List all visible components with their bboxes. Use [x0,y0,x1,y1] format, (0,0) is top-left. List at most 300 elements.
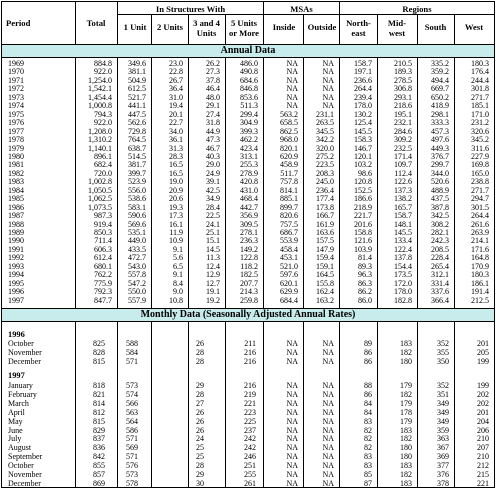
row-month: January [8,381,33,390]
cell-value: 28 [196,389,204,399]
header-3-4-units: 3 and 4 Units [193,18,220,38]
cell-value: 227.9 [471,151,489,161]
cell-value: 606.3 [94,244,112,254]
cell-value: 207.7 [240,278,258,288]
cell-value: 24 [196,434,204,444]
cell-value: 342.2 [316,135,334,145]
cell-value: 794.3 [94,109,112,119]
cell-value: NA [286,67,298,77]
cell-value: 684.4 [280,295,298,305]
row-period: 1979 [8,143,24,153]
row-period: 1972 [8,84,24,94]
cell-value: 17.3 [169,211,183,221]
cell-value: NA [322,84,334,94]
cell-value: 199 [477,356,489,366]
cell-value: 170.9 [471,261,489,271]
cell-value: 376.7 [431,151,449,161]
cell-value: NA [286,59,298,68]
cell-value: 169.8 [471,160,489,170]
row-period: 1992 [8,253,24,263]
cell-value: 120.8 [354,177,372,187]
cell-value: NA [322,59,334,68]
cell-value: NA [322,425,334,435]
cell-value: 564 [126,416,138,426]
cell-value: 504.9 [128,75,146,85]
cell-value: 815 [93,356,105,366]
cell-value: 180.3 [471,270,489,280]
cell-value: 179 [400,398,412,408]
cell-value: 514.5 [128,151,146,161]
cell-value: 98.6 [358,168,372,178]
cell-value: 177.4 [316,194,334,204]
cell-value: NA [286,470,298,479]
cell-value: 19.2 [206,295,220,305]
cell-value: 387.8 [431,202,449,212]
cell-value: 650.2 [431,92,449,102]
cell-value: 1,062.5 [88,194,112,204]
cell-value: 820.6 [280,211,298,221]
table-row [2,340,494,348]
cell-value: NA [322,416,334,426]
row-period: 1988 [8,219,24,229]
cell-value: 10.8 [169,295,183,305]
cell-value: 180 [400,452,412,462]
cell-value: 1,542.1 [88,84,112,94]
cell-value: 458.4 [280,244,298,254]
cell-value: NA [322,92,334,102]
row-period: 1982 [8,168,24,178]
cell-value: 829 [93,425,105,435]
cell-value: 199 [477,381,489,390]
row-month: February [8,389,37,399]
cell-value: 349 [437,407,449,417]
cell-value: 120.1 [354,151,372,161]
cell-value: 20.6 [169,194,183,204]
cell-value: 355 [437,347,449,357]
row-period: 1975 [8,109,24,119]
cell-value: 566 [126,398,138,408]
cell-value: 46.7 [206,143,220,153]
cell-value: 154.4 [394,261,412,271]
cell-value: 197.1 [354,67,372,77]
cell-value: 299.7 [431,160,449,170]
cell-value: 511.7 [280,168,298,178]
cell-value: 447.5 [128,109,146,119]
cell-value: 333.3 [431,118,449,128]
table-row [2,382,494,390]
cell-value: 437.5 [431,194,449,204]
cell-value: 1,073.5 [88,202,112,212]
table-row [2,418,494,426]
cell-value: 263.5 [316,118,334,128]
cell-value: 574 [126,389,138,399]
cell-value: 208.5 [431,244,449,254]
cell-value: 312.1 [431,270,449,280]
cell-value: 28 [196,356,204,366]
cell-value: 204 [477,416,489,426]
row-month: December [8,356,41,366]
cell-value: 313.1 [240,151,258,161]
cell-value: 255.3 [240,160,258,170]
cell-value: NA [322,443,334,453]
cell-value: 349 [437,398,449,408]
cell-value: 25 [196,443,204,453]
cell-value: 245.0 [316,177,334,187]
cell-value: 26.2 [206,59,220,68]
cell-value: 14.5 [206,244,220,254]
cell-value: NA [286,101,298,111]
cell-value: 349 [437,416,449,426]
section-monthly-data: Monthly Data (Seasonally Adjusted Annual Rates) [2,308,494,322]
cell-value: 163.6 [316,228,334,237]
cell-value: NA [322,381,334,390]
cell-value: 569 [126,443,138,453]
cell-value: NA [322,452,334,462]
cell-value: 762.2 [94,270,112,280]
cell-value: 221.7 [354,211,372,221]
cell-value: 265.4 [431,261,449,271]
cell-value: 351 [437,389,449,399]
cell-value: 449.0 [128,236,146,246]
cell-value: 158.7 [354,59,372,68]
cell-value: 212.5 [471,295,489,305]
cell-value: 218.9 [354,202,372,212]
table-row [2,297,494,305]
cell-value: 137.3 [394,185,412,195]
cell-value: 352 [437,381,449,390]
cell-value: 1,254.0 [88,75,112,85]
cell-value: 301.8 [471,84,489,94]
cell-value: 399.3 [240,126,258,136]
cell-value: 764.5 [128,135,146,145]
cell-value: 8.4 [173,278,183,288]
header-midwest: Mid- west [387,18,407,38]
cell-value: NA [322,461,334,471]
row-period: 1977 [8,126,24,136]
cell-value: 842 [93,452,105,462]
cell-value: 682.4 [94,160,112,170]
row-month: April [8,407,25,417]
cell-value: 264.4 [471,211,489,221]
cell-value: 118.2 [240,261,258,271]
cell-value: 968.0 [280,135,298,145]
cell-value: 729.8 [128,126,146,136]
cell-value: 418.9 [431,101,449,111]
cell-value: 1,002.8 [88,177,112,187]
cell-value: 320.6 [471,126,489,136]
row-period: 1974 [8,101,24,111]
cell-value: 201 [477,407,489,417]
cell-value: 26 [196,339,204,348]
cell-value: NA [322,101,334,111]
header-inside: Inside [272,22,296,32]
cell-value: 85 [364,470,372,479]
cell-value: 590.6 [128,211,146,221]
cell-value: 562.6 [128,118,146,128]
cell-value: 521.0 [280,261,298,271]
cell-value: 48.0 [206,92,220,102]
cell-value: 293.1 [394,92,412,102]
cell-value: 125.4 [354,118,372,128]
cell-value: 462.2 [240,135,258,145]
cell-value: 420.8 [240,177,258,187]
cell-value: 239.4 [354,92,372,102]
cell-value: 431.0 [240,185,258,195]
cell-value: 576 [126,461,138,471]
cell-value: 182 [400,389,412,399]
cell-value: 29.1 [206,101,220,111]
row-period: 1983 [8,177,24,187]
cell-value: 711.4 [94,236,112,246]
cell-value: 377 [437,461,449,471]
cell-value: 25.1 [206,228,220,237]
cell-value: 221 [244,398,256,408]
table-row [2,400,494,408]
cell-value: 550.0 [128,287,146,297]
cell-value: 837 [93,434,105,444]
table-row [2,391,494,399]
cell-value: 82 [364,425,372,435]
row-period: 1985 [8,194,24,204]
cell-value: 191.4 [471,287,489,297]
cell-value: 83 [364,452,372,462]
table-row [2,358,494,366]
cell-value: 847.7 [94,295,112,305]
cell-value: 216 [244,381,256,390]
cell-value: 27.4 [206,109,220,119]
cell-value: 23.0 [169,59,183,68]
cell-value: 857 [93,470,105,479]
row-month: October [8,339,34,348]
cell-value: 186.6 [354,194,372,204]
cell-value: 86.3 [358,278,372,288]
cell-value: NA [286,461,298,471]
cell-value: 147.9 [316,244,334,254]
cell-value: 183 [400,461,412,471]
cell-value: 24.1 [206,219,220,229]
cell-value: 278.9 [240,168,258,178]
cell-value: 121.6 [354,236,372,246]
cell-value: 669.7 [431,84,449,94]
cell-value: 12.9 [206,270,220,280]
cell-value: 86.0 [358,295,372,305]
cell-value: 146.7 [354,143,372,153]
cell-value: 337.6 [431,287,449,297]
cell-value: 182.5 [240,270,258,280]
cell-value: 1,208.0 [88,126,112,136]
cell-value: 223.5 [316,160,334,170]
cell-value: 271.7 [471,185,489,195]
cell-value: 112.4 [394,168,412,178]
cell-value: 22.5 [206,211,220,221]
row-period: 1990 [8,236,24,246]
cell-value: 259.8 [240,295,258,305]
cell-value: 922.0 [94,118,112,128]
cell-value: 301.5 [471,202,489,212]
cell-value: 557.8 [128,270,146,280]
cell-value: 26 [196,407,204,417]
cell-value: 775.9 [94,278,112,288]
cell-value: 472.7 [128,253,146,263]
cell-value: 10.9 [169,236,183,246]
cell-value: 922.0 [94,67,112,77]
cell-value: 399.7 [128,168,146,178]
cell-value: 345.2 [471,135,489,145]
cell-value: 261 [244,478,256,488]
cell-value: 1,310.2 [88,135,112,145]
cell-value: 278.5 [394,75,412,85]
cell-value: 812 [93,407,105,417]
cell-value: 586 [126,425,138,435]
cell-value: 157.5 [316,236,334,246]
cell-value: 20.1 [169,109,183,119]
cell-value: 218.6 [394,101,412,111]
table-row [2,288,494,296]
cell-value: 201 [477,339,489,348]
cell-value: 24.9 [206,168,220,178]
housing-table [1,1,495,488]
cell-value: 28 [196,461,204,471]
cell-value: NA [322,398,334,408]
cell-value: 573 [126,470,138,479]
cell-value: 210 [477,452,489,462]
cell-value: 180 [400,443,412,453]
cell-value: 378 [437,478,449,488]
cell-value: 133.4 [394,236,412,246]
cell-value: 1,454.4 [88,92,112,102]
cell-value: 165.0 [471,168,489,178]
cell-value: 214.3 [240,287,258,297]
row-period: 1971 [8,75,24,85]
cell-value: 20.9 [169,185,183,195]
cell-value: NA [322,356,334,366]
cell-value: 202 [477,398,489,408]
cell-value: 86.2 [358,287,372,297]
cell-value: NA [322,67,334,77]
cell-value: 359.2 [431,67,449,77]
row-month: November [8,470,42,479]
cell-value: 367 [437,443,449,453]
cell-value: 294.7 [471,194,489,204]
cell-value: 29 [196,381,204,390]
cell-value: 28 [196,347,204,357]
table-row [2,119,494,127]
cell-value: 896.1 [94,151,112,161]
cell-value: 686.7 [280,228,298,237]
cell-value: 236.3 [240,236,258,246]
cell-value: 612.5 [128,84,146,94]
cell-value: 1,050.5 [88,185,112,195]
cell-value: 84 [364,407,372,417]
cell-value: 521.7 [128,92,146,102]
cell-value: 571 [126,356,138,366]
cell-value: 201.6 [354,219,372,229]
row-period: 1986 [8,202,24,212]
cell-value: 137.8 [394,253,412,263]
row-period: 1995 [8,278,24,288]
cell-value: 345.5 [316,126,334,136]
cell-value: 884.8 [94,59,112,68]
cell-value: 846.8 [240,84,258,94]
cell-value: 164.8 [471,253,489,263]
cell-value: 82 [364,443,372,453]
cell-value: 350 [437,356,449,366]
cell-value: 130.2 [354,109,372,119]
cell-value: 363 [437,434,449,444]
cell-value: 221 [477,478,489,488]
cell-value: 165.7 [394,202,412,212]
cell-value: 468.4 [240,194,258,204]
table-row [2,462,494,470]
cell-value: 36.1 [169,135,183,145]
cell-value: 919.4 [94,219,112,229]
cell-value: 899.7 [280,202,298,212]
cell-value: NA [286,434,298,444]
cell-value: 815 [93,416,105,426]
cell-value: 162.4 [316,287,334,297]
cell-value: 86 [364,389,372,399]
cell-value: 26 [196,416,204,426]
cell-value: 520.6 [431,177,449,187]
cell-value: 182 [400,470,412,479]
cell-value: NA [286,381,298,390]
cell-value: 228.4 [431,253,449,263]
cell-value: 9.1 [173,244,183,254]
year-label-1996: 1996 [8,330,25,339]
cell-value: 242 [244,443,256,453]
cell-value: 206 [477,425,489,435]
cell-value: 205 [477,347,489,357]
cell-value: 86 [364,347,372,357]
cell-value: NA [322,407,334,417]
cell-value: 376 [437,470,449,479]
cell-value: 597.6 [280,270,298,280]
cell-value: 366.4 [431,295,449,305]
cell-value: 22.7 [169,118,183,128]
header-regions: Regions [402,4,432,14]
cell-value: 244.4 [471,75,489,85]
cell-value: 547.2 [128,278,146,288]
cell-value: 821 [93,389,105,399]
cell-value: 458.9 [280,160,298,170]
row-period: 1991 [8,244,24,254]
cell-value: 26 [196,425,204,435]
cell-value: 47.3 [206,135,220,145]
cell-value: NA [286,416,298,426]
table-row [2,435,494,443]
row-period: 1993 [8,261,24,271]
cell-value: 538.6 [128,194,146,204]
cell-value: 278.1 [240,228,258,237]
cell-value: 122.8 [240,253,258,263]
cell-value: NA [286,92,298,102]
cell-value: 757.5 [280,219,298,229]
cell-value: NA [322,478,334,488]
header-period: Period [6,18,31,28]
cell-value: 214.1 [471,236,489,246]
row-period: 1994 [8,270,24,280]
cell-value: 571 [126,434,138,444]
cell-value: 494.4 [431,75,449,85]
cell-value: 152.5 [354,185,372,195]
cell-value: 182.8 [394,295,412,305]
cell-value: 19.4 [169,101,183,111]
cell-value: 42.5 [206,185,220,195]
cell-value: 182 [400,347,412,357]
row-month: September [8,452,43,462]
cell-value: 145.5 [354,126,372,136]
table-row [2,427,494,435]
